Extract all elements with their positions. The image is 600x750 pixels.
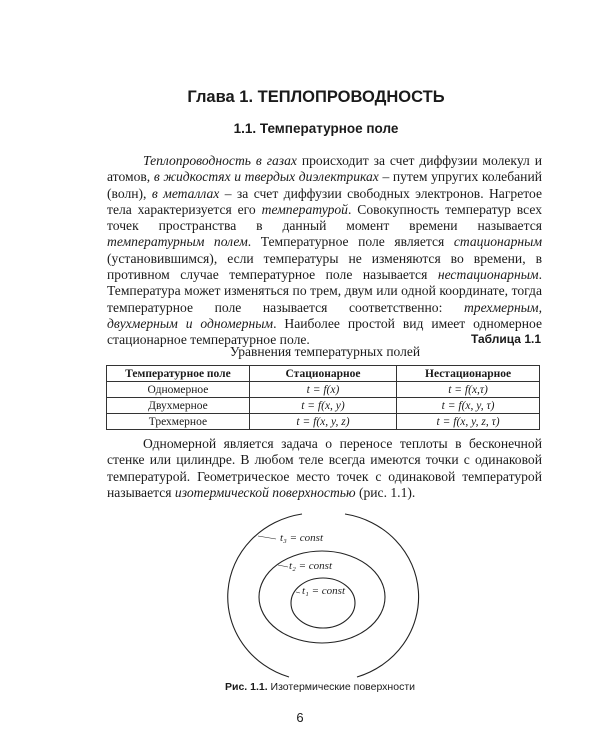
label-t3: t₃ = const	[280, 532, 324, 544]
section-title: 1.1. Температурное поле	[233, 121, 399, 136]
header-cell: Температурное поле	[107, 366, 250, 382]
italic-term: в металлах	[151, 185, 220, 201]
chapter-title: Глава 1. ТЕПЛОПРОВОДНОСТЬ	[187, 88, 445, 106]
table-cell: Двухмерное	[107, 398, 250, 414]
italic-term: температурным полем	[107, 234, 248, 250]
header-cell: Стационарное	[249, 366, 396, 382]
italic-term: в жидкостях и твердых диэлектриках	[153, 169, 379, 185]
italic-term: нестационарным	[437, 267, 539, 283]
table-cell: Трехмерное	[107, 414, 250, 430]
italic-term: стационарным	[453, 234, 542, 250]
isotherm-outer-right	[345, 514, 419, 677]
table-cell: t = f(x, y, z, τ)	[397, 414, 540, 430]
figure-caption	[0, 681, 600, 693]
figure-caption-number: Рис. 1.1.	[224, 681, 268, 693]
figure-caption-text: Изотермические поверхности	[267, 681, 415, 693]
italic-term: изотермической поверхностью	[174, 484, 356, 500]
table-cell: t = f(x,τ)	[397, 382, 540, 398]
header-cell: Нестационарное	[397, 366, 540, 382]
text-run: (рис. 1.1).	[355, 484, 416, 500]
page-number: 6	[296, 710, 304, 725]
table-cell: Одномерное	[107, 382, 250, 398]
label-t1: t₁ = const	[302, 585, 346, 597]
table-cell: t = f(x, y, z)	[249, 414, 396, 430]
text-run: . Температурное поле является	[247, 234, 454, 250]
text-run: – путем упругих колебаний (волн),	[107, 169, 542, 201]
label-t2: t₂ = const	[289, 560, 333, 572]
text-run: (установившимся), если температуры не изменяются во времени, в противном случае температурное поле называется	[107, 250, 542, 283]
table-caption: Уравнения температурных полей	[229, 344, 421, 359]
text-run: . Совокупность температур всех точек пространства в данный момент времени называется	[107, 201, 543, 234]
italic-term: Теплопроводность в газах	[143, 153, 297, 168]
text-run: Одномерной является задача о переносе теплоты в бесконечной стенке или цилиндре. В любом теле всегда имеются точки с одинаковой температурой. Геометрическое место точек с одинаковой температурой называется	[107, 436, 542, 500]
text-run: . Наиболее простой вид имеет одномерное стационарное температурное поле.	[107, 315, 542, 348]
text-run: . Температура может изменяться по трем, двум или одной координате, тогда температурное поле называется соответственно:	[107, 267, 542, 315]
table-cell: t = f(x, y)	[249, 398, 396, 414]
text-run: происходит за счет диффузии молекул и атомов,	[107, 153, 542, 185]
table-cell: t = f(x)	[249, 382, 396, 398]
text-run: – за счет диффузии свободных электронов. Нагретое тела характеризуется его	[107, 185, 543, 217]
table-label: Таблица 1.1	[470, 332, 541, 346]
italic-term: температурой	[261, 201, 348, 217]
table-cell: t = f(x, y, τ)	[397, 398, 540, 414]
italic-term: трехмерным, двухмерным и одномерным	[107, 299, 542, 331]
